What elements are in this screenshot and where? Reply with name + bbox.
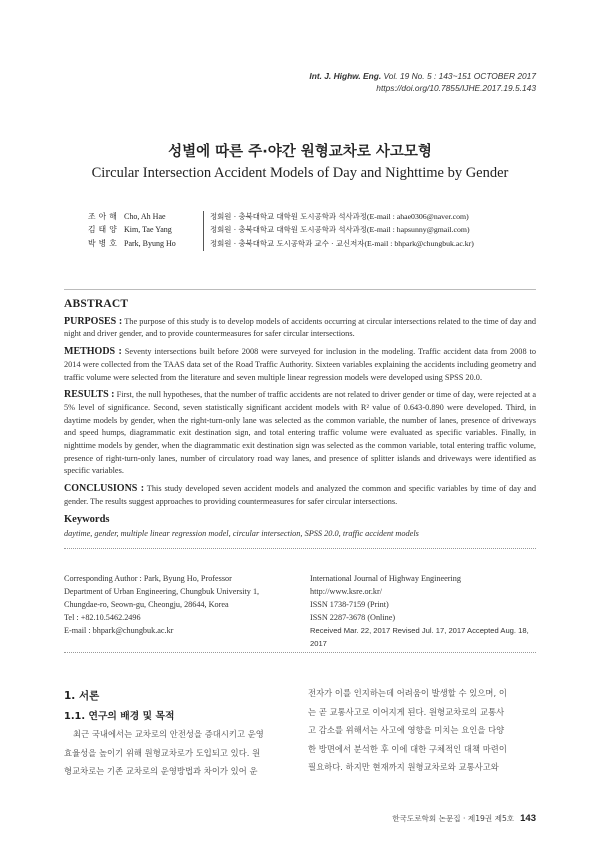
- author-name-ko: 박 병 호: [88, 238, 118, 248]
- body-line: 한 방면에서 분석한 후 이에 대한 구체적인 대책 마련이: [308, 743, 507, 754]
- purposes-text: The purpose of this study is to develop models of accidents occurring at circular intersections related to the time of day and night and driver gender, and to provide countermeasures for safer circular intersections.: [64, 316, 536, 339]
- author-name-ko: 조 아 해: [88, 212, 118, 221]
- body-line: 효율성을 높이기 위해 원형교차로가 도입되고 있다. 원: [64, 747, 261, 758]
- footer-journal: 한국도로학회 논문집 · 제19권 제5호: [392, 814, 515, 823]
- conclusions-paragraph: [64, 483, 536, 508]
- author-row: [88, 237, 474, 250]
- author-email: (E-mail : hapsunny@gmail.com): [366, 225, 470, 235]
- author-row: [88, 223, 474, 236]
- body-line: 형교차로는 기존 교차로의 운영방법과 차이가 있어 운: [64, 766, 258, 777]
- corr-tel: Tel : +82.10.5462.2496: [64, 613, 141, 622]
- affiliation-text: 정회원 · 충북대학교 대학원 도시공학과 석사과정: [210, 212, 367, 221]
- abstract-heading: ABSTRACT: [64, 298, 129, 310]
- author-name-en: Cho, Ah Hae: [124, 212, 166, 221]
- author-affiliation: [210, 210, 469, 223]
- author-email: (E-mail : bhpark@chungbuk.ac.kr): [364, 238, 474, 248]
- body-line: 필요하다. 하지만 현재까지 원형교차로와 교통사고와: [308, 762, 499, 773]
- doi-link[interactable]: https://doi.org/10.7855/IJHE.2017.19.5.143: [376, 83, 536, 93]
- correspondence-block: [64, 572, 294, 637]
- section-headings: [64, 688, 292, 722]
- journal-url[interactable]: http://www.ksre.or.kr/: [310, 587, 383, 596]
- info-bottom-rule: [64, 652, 536, 653]
- corr-author: Corresponding Author : Park, Byung Ho, Professor: [64, 574, 232, 583]
- purposes-label: PURPOSES :: [64, 315, 123, 327]
- author-affiliation: [210, 237, 474, 250]
- journal-volume: Vol. 19 No. 5 : 143~151 OCTOBER 2017: [381, 71, 536, 81]
- issn-print: ISSN 1738-7159 (Print): [310, 600, 389, 609]
- title-korean: 성별에 따른 주·야간 원형교차로 사고모형: [168, 144, 432, 160]
- journal-header: [309, 70, 536, 94]
- abstract-top-rule: [64, 289, 536, 290]
- author-email: (E-mail : ahae0306@naver.com): [366, 212, 469, 221]
- corr-address: Chungdae-ro, Seown-gu, Cheongju, 28644, Korea: [64, 600, 229, 609]
- conclusions-text: This study developed seven accident models and analyzed the common and specific variables by time of day and gender. The results suggest approaches to providing countermeasures for safer circular intersections.: [64, 484, 536, 506]
- results-text: First, the null hypotheses, that the number of traffic accidents are not related to driver gender or time of day, were rejected at a 5% level of significance. Second, seven statistically significant accident models with R² value of 0.643-0.890 were developed. Third, in daytime models by gender, when the right-turn-only lane was selected as the common variable, the number of lanes, presence of driveways and speed humps, diagrammatic exit destination sign, and total entering traffic volume were evaluated as specific variables. Finally, in nighttime models by gender, when the diagrammatic exit destination sign was selected as the common variable, total entering traffic volume, presence of right-turn-only lanes, number of circulatory road way lanes, and presence of splitter islands and driveways were identified as specific variables.: [64, 390, 536, 476]
- methods-paragraph: [64, 346, 536, 384]
- title-english: Circular Intersection Accident Models of Day and Nighttime by Gender: [91, 165, 509, 181]
- section-title: 1. 서론: [64, 690, 100, 702]
- author-name-en: Kim, Tae Yang: [124, 225, 172, 235]
- received-dates: Received Mar. 22, 2017 Revised Jul. 17, 2017 Accepted Aug. 18, 2017: [310, 626, 529, 648]
- affiliation-text: 정회원 · 충북대학교 도시공학과 교수 · 교신저자: [210, 238, 365, 248]
- purposes-paragraph: [64, 316, 536, 341]
- conclusions-label: CONCLUSIONS :: [64, 483, 145, 495]
- author-name-en: Park, Byung Ho: [124, 238, 176, 248]
- body-line: 는 곧 교통사고로 이어지게 된다. 원형교차로의 교통사: [308, 706, 505, 717]
- keywords-text: daytime, gender, multiple linear regression model, circular intersection, SPSS 20.0, traffic accident models: [64, 529, 419, 539]
- page-number: 143: [520, 813, 536, 824]
- body-line: 전자가 이를 인지하는데 어려움이 발생할 수 있으며, 이: [308, 688, 507, 698]
- body-line: 고 감소를 위해서는 사고에 영향을 미치는 요인을 다양: [308, 725, 505, 736]
- author-affiliation: [210, 223, 470, 236]
- results-paragraph: [64, 389, 536, 478]
- journal-abbrev: Int. J. Highw. Eng.: [309, 71, 382, 81]
- corr-department: Department of Urban Engineering, Chungbuk University 1,: [64, 587, 260, 596]
- abstract-bottom-rule: [64, 548, 536, 549]
- results-label: RESULTS :: [64, 389, 115, 401]
- body-right-column: [308, 684, 538, 777]
- corr-email[interactable]: E-mail : bhpark@chungbuk.ac.kr: [64, 626, 174, 635]
- subsection-title: 1.1. 연구의 배경 및 목적: [64, 711, 175, 722]
- author-list: [88, 210, 474, 250]
- body-line: 최근 국내에서는 교차로의 안전성을 증대시키고 운영: [73, 729, 264, 739]
- journal-name: International Journal of Highway Engineering: [310, 574, 461, 583]
- methods-text: Seventy intersections built before 2008 were surveyed for inclusion in the modeling. Traffic accident data from 2008 to 2014 were collected from the TAAS data set of the Road Traffic Authority. Sixteen variables explaining the accidents including geometry and traffic volume were selected from the literature and seven multiple linear regression models were developed using SPSS 20.0.: [64, 347, 537, 382]
- keywords-heading: Keywords: [64, 513, 110, 525]
- body-left-column: [64, 725, 296, 781]
- author-name-ko: 김 태 양: [88, 225, 118, 235]
- publication-block: [310, 572, 540, 650]
- affiliation-text: 정회원 · 충북대학교 대학원 도시공학과 석사과정: [210, 225, 367, 235]
- methods-label: METHODS :: [64, 346, 122, 358]
- abstract-section: [64, 298, 536, 541]
- page-footer: [392, 813, 536, 824]
- issn-online: ISSN 2287-3678 (Online): [310, 613, 396, 622]
- journal-citation: [309, 70, 536, 82]
- author-row: [88, 210, 474, 223]
